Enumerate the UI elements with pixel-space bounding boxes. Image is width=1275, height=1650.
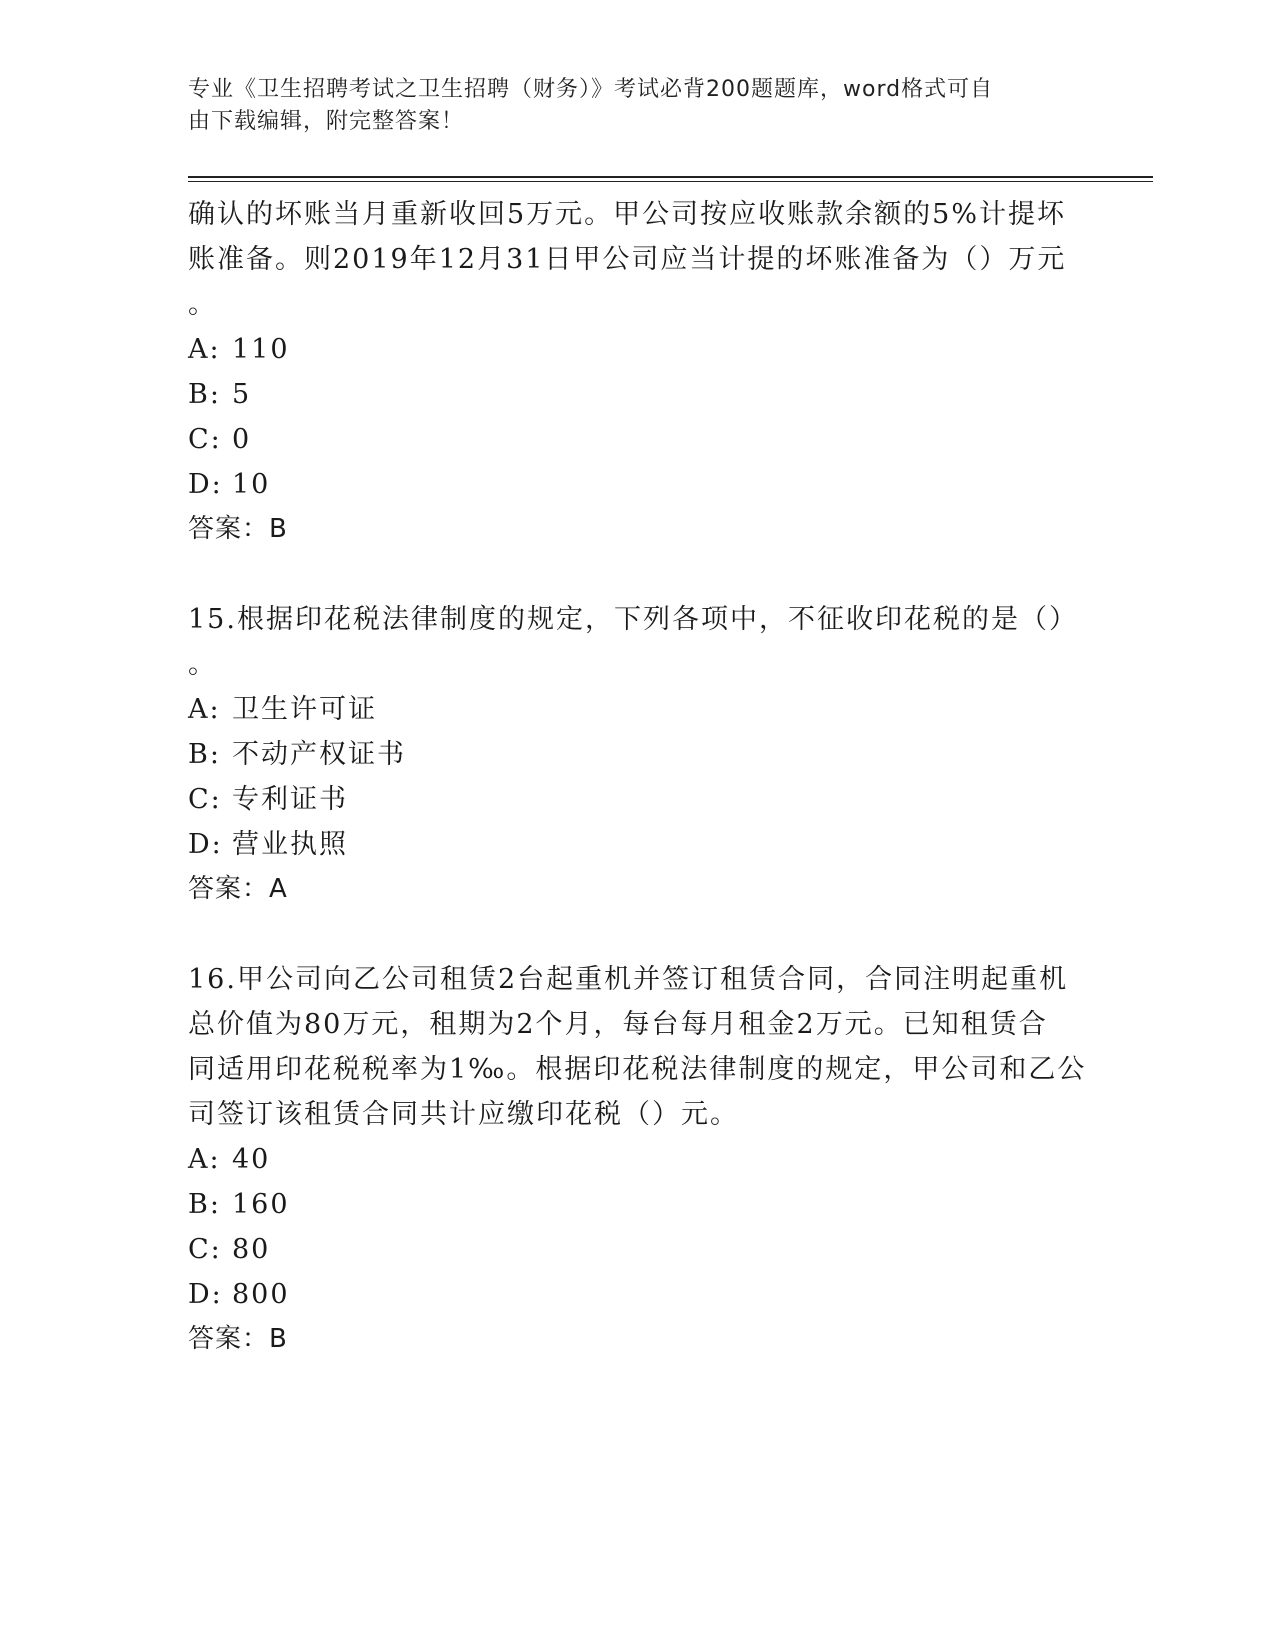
option-letter: B: bbox=[188, 1189, 221, 1220]
question-16 bbox=[188, 957, 1088, 1362]
question-14-option-d bbox=[188, 462, 1088, 507]
question-14-text-line-3: 。 bbox=[188, 289, 217, 320]
option-letter: B: bbox=[188, 739, 221, 770]
question-16-text-line-3: 同适用印花税税率为1‰。根据印花税法律制度的规定，甲公司和乙公 bbox=[188, 1054, 1087, 1085]
question-15 bbox=[188, 597, 1088, 912]
option-value: 5 bbox=[232, 379, 252, 410]
question-14-text-line-2: 账准备。则2019年12月31日甲公司应当计提的坏账准备为（）万元 bbox=[188, 244, 1067, 275]
header-line-2: 由下载编辑，附完整答案！ bbox=[188, 109, 465, 134]
document-header bbox=[188, 74, 1068, 138]
question-15-text-line-1: 15.根据印花税法律制度的规定，下列各项中，不征收印花税的是（） bbox=[188, 604, 1078, 635]
question-16-option-c bbox=[188, 1227, 1088, 1272]
option-letter: D: bbox=[188, 1279, 223, 1310]
option-letter: D: bbox=[188, 469, 223, 500]
question-15-text-line-2: 。 bbox=[188, 649, 217, 680]
question-16-option-b bbox=[188, 1182, 1088, 1227]
option-value: 160 bbox=[232, 1189, 290, 1220]
option-value: 0 bbox=[232, 424, 252, 455]
question-16-text-line-2: 总价值为80万元，租期为2个月，每台每月租金2万元。已知租赁合 bbox=[188, 1009, 1048, 1040]
question-14-option-a bbox=[188, 327, 1088, 372]
question-16-option-a bbox=[188, 1137, 1088, 1182]
option-value: 80 bbox=[232, 1234, 271, 1265]
option-value: 营业执照 bbox=[232, 829, 348, 860]
spacer bbox=[188, 912, 1088, 957]
option-letter: A: bbox=[188, 694, 221, 725]
question-14-option-c bbox=[188, 417, 1088, 462]
question-14 bbox=[188, 192, 1088, 552]
option-letter: C: bbox=[188, 784, 222, 815]
question-15-option-d bbox=[188, 822, 1088, 867]
option-value: 专利证书 bbox=[232, 784, 348, 815]
question-14-option-b bbox=[188, 372, 1088, 417]
option-letter: D: bbox=[188, 829, 223, 860]
question-14-answer: 答案：B bbox=[188, 514, 288, 544]
question-15-answer: 答案：A bbox=[188, 874, 288, 904]
option-value: 卫生许可证 bbox=[232, 694, 377, 725]
question-14-text-line-1: 确认的坏账当月重新收回5万元。甲公司按应收账款余额的5%计提坏 bbox=[188, 199, 1067, 230]
question-15-option-b bbox=[188, 732, 1088, 777]
option-value: 10 bbox=[232, 469, 271, 500]
question-16-text-line-4: 司签订该租赁合同共计应缴印花税（）元。 bbox=[188, 1099, 739, 1130]
header-divider-thin bbox=[188, 181, 1153, 182]
question-16-answer: 答案：B bbox=[188, 1324, 288, 1354]
spacer bbox=[188, 552, 1088, 597]
option-value: 110 bbox=[232, 334, 290, 365]
option-value: 不动产权证书 bbox=[232, 739, 406, 770]
option-value: 40 bbox=[232, 1144, 271, 1175]
header-line-1: 专业《卫生招聘考试之卫生招聘（财务）》考试必背200题题库，word格式可自 bbox=[188, 77, 994, 102]
question-15-option-c bbox=[188, 777, 1088, 822]
question-content bbox=[188, 192, 1088, 1362]
option-letter: A: bbox=[188, 1144, 221, 1175]
option-letter: B: bbox=[188, 379, 221, 410]
question-16-text-line-1: 16.甲公司向乙公司租赁2台起重机并签订租赁合同，合同注明起重机 bbox=[188, 964, 1069, 995]
option-letter: C: bbox=[188, 424, 222, 455]
question-15-option-a bbox=[188, 687, 1088, 732]
header-divider-thick bbox=[188, 176, 1153, 178]
question-16-option-d bbox=[188, 1272, 1088, 1317]
option-letter: C: bbox=[188, 1234, 222, 1265]
option-letter: A: bbox=[188, 334, 221, 365]
option-value: 800 bbox=[232, 1279, 290, 1310]
